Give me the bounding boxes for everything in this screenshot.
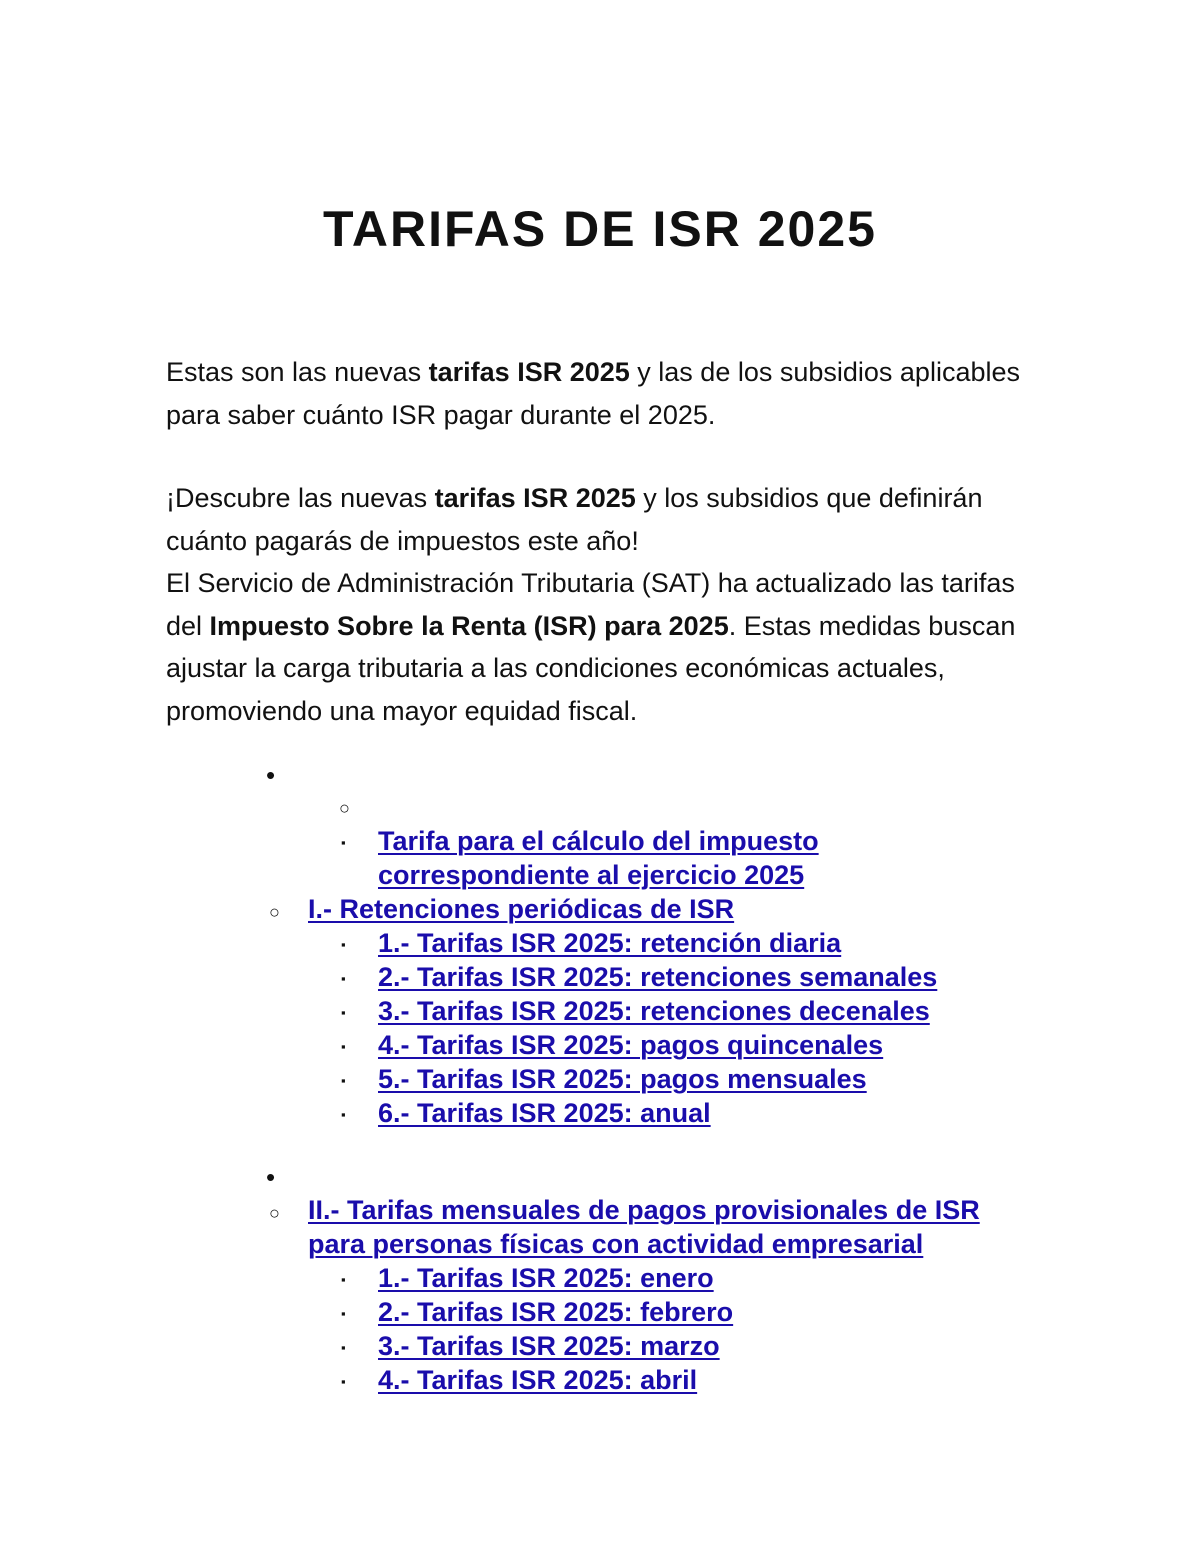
toc-link-retenciones-semanales[interactable]: 2.- Tarifas ISR 2025: retenciones semanales [378, 962, 938, 992]
toc-link-febrero[interactable]: 2.- Tarifas ISR 2025: febrero [378, 1297, 734, 1327]
bullet-square-icon: ▪ [341, 1340, 346, 1355]
toc-link-section-1[interactable]: I.- Retenciones periódicas de ISR [308, 894, 735, 924]
toc-link-anual[interactable]: 6.- Tarifas ISR 2025: anual [378, 1098, 711, 1128]
toc-link-tarifa-calculo-cont[interactable]: correspondiente al ejercicio 2025 [378, 860, 805, 890]
toc-link-pagos-quincenales[interactable]: 4.- Tarifas ISR 2025: pagos quincenales [378, 1030, 884, 1060]
bold-isr-name: Impuesto Sobre la Renta (ISR) para 2025 [209, 610, 729, 641]
bullet-square-icon: ▪ [341, 1005, 346, 1020]
toc-link-tarifa-calculo[interactable]: Tarifa para el cálculo del impuesto [378, 826, 819, 856]
toc-link-section-2[interactable]: II.- Tarifas mensuales de pagos provisionales de ISR [308, 1195, 980, 1225]
toc-link-marzo[interactable]: 3.- Tarifas ISR 2025: marzo [378, 1331, 720, 1361]
bullet-square-icon: ▪ [341, 1107, 346, 1122]
bullet-circle-icon: ○ [269, 1203, 280, 1223]
bullet-square-icon: ▪ [341, 1073, 346, 1088]
toc-link-pagos-mensuales[interactable]: 5.- Tarifas ISR 2025: pagos mensuales [378, 1064, 867, 1094]
toc-link-retencion-diaria[interactable]: 1.- Tarifas ISR 2025: retención diaria [378, 928, 842, 958]
bold-tarifas-isr: tarifas ISR 2025 [428, 357, 630, 387]
bullet-square-icon: ▪ [341, 1039, 346, 1054]
toc-link-section-2-cont[interactable]: para personas físicas con actividad empresarial [308, 1229, 924, 1259]
bullet-square-icon: ▪ [341, 937, 346, 952]
bold-tarifas-isr-2: tarifas ISR 2025 [434, 483, 636, 513]
toc-link-abril[interactable]: 4.- Tarifas ISR 2025: abril [378, 1365, 698, 1395]
bullet-square-icon: ▪ [341, 1306, 346, 1321]
intro-paragraph-2: ¡Descubre las nuevas tarifas ISR 2025 y los subsidios que definirán cuánto pagarás de impuestos este año! El Servicio de Administración Tributaria (SAT) ha actualizado las tarifas del Impuesto Sobre la Renta (ISR) para 2025. Estas medidas buscan ajustar la carga tributaria a las condiciones económicas actuales, promoviendo una mayor equidad fiscal. [166, 483, 1016, 726]
bullet-square-icon: ▪ [341, 835, 346, 850]
bullet-square-icon: ▪ [341, 971, 346, 986]
intro-paragraph-1: Estas son las nuevas tarifas ISR 2025 y las de los subsidios aplicables para saber cuánto ISR pagar durante el 2025. [166, 357, 1020, 430]
bullet-circle-icon: ○ [339, 798, 350, 818]
page-title: TARIFAS DE ISR 2025 [323, 201, 877, 257]
bullet-disc-icon: • [266, 1162, 276, 1192]
bullet-disc-icon: • [266, 760, 276, 790]
bullet-square-icon: ▪ [341, 1374, 346, 1389]
toc-link-enero[interactable]: 1.- Tarifas ISR 2025: enero [378, 1263, 714, 1293]
bullet-circle-icon: ○ [269, 902, 280, 922]
toc-link-retenciones-decenales[interactable]: 3.- Tarifas ISR 2025: retenciones decenales [378, 996, 930, 1026]
bullet-square-icon: ▪ [341, 1272, 346, 1287]
